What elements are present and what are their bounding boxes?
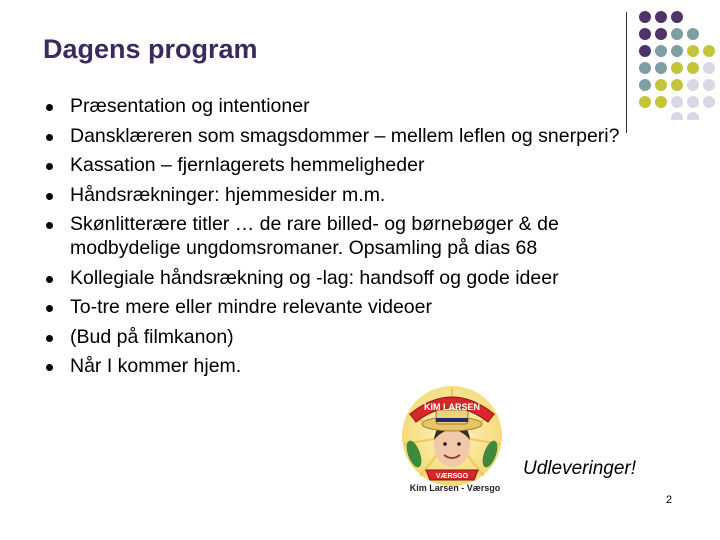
agenda-item [46,212,626,260]
grid-dot [655,79,667,91]
slide-page-number: 2 [666,494,673,506]
agenda-item-text: Kassation – fjernlagerets hemmeligheder [70,154,425,176]
agenda-item-text: (Bud på filmkanon) [70,325,234,348]
album-cover-caption: Kim Larsen - Værsgo [409,483,501,493]
poster-ribbon-text: VÆRSGO [435,473,469,480]
grid-dot [671,45,683,57]
slide-title: Dagens program [43,34,258,64]
grid-dot [655,11,667,23]
grid-dot [687,79,699,91]
bullet-dot [46,305,53,312]
grid-dot [639,62,651,74]
grid-dot [655,96,667,108]
grid-dot [703,62,715,74]
grid-dot [703,96,715,108]
grid-dot [639,79,651,91]
grid-dot [671,79,683,91]
agenda-item [46,354,626,378]
grid-dot [639,11,651,23]
grid-dot [671,96,683,108]
agenda-item [46,325,626,349]
grid-dot [687,112,699,120]
grid-dot [655,62,667,74]
grid-dot [687,96,699,108]
agenda-item-text: To-tre mere eller mindre relevante videoer [70,296,432,318]
agenda-item-text: Præsentation og intentioner [70,95,310,117]
grid-dot [639,96,651,108]
bullet-dot [46,104,53,111]
bullet-dot [46,222,53,229]
poster-title-text: KIM LARSEN [424,402,480,412]
agenda-item-text: Når I kommer hjem. [70,355,242,377]
bullet-dot [46,276,53,283]
decorative-dot-grid [638,10,720,120]
grid-dot [687,45,699,57]
agenda-item-text: Skønlitterære titler … de rare billed- og børnebøger & de modbydelige ungdomsromaner. Opsamling på dias 68 [70,213,559,259]
agenda-item [46,124,626,148]
grid-dot [687,28,699,40]
bullet-dot [46,193,53,200]
bullet-dot [46,335,53,342]
agenda-list [46,94,626,384]
agenda-item-text: Dansklæreren som smagsdommer – mellem leflen og snerperi? [70,124,620,147]
agenda-item [46,183,626,207]
vertical-divider [626,12,627,133]
agenda-item-text: Håndsrækninger: hjemmesider m.m. [70,183,386,206]
agenda-item-text: Kollegiale håndsrækning og -lag: handsoff og gode ideer [70,266,559,289]
agenda-item [46,295,626,319]
grid-dot [671,112,683,120]
agenda-item [46,94,626,118]
grid-dot [655,45,667,57]
grid-dot [703,79,715,91]
bullet-dot [46,163,53,170]
agenda-item [46,153,626,177]
grid-dot [639,45,651,57]
grid-dot [671,28,683,40]
album-cover-image [396,384,508,496]
grid-dot [671,62,683,74]
agenda-item [46,266,626,290]
bullet-dot [46,134,53,141]
grid-dot [655,28,667,40]
grid-dot [639,28,651,40]
handouts-label: Udleveringer! [523,458,636,479]
grid-dot [703,45,715,57]
grid-dot [687,62,699,74]
bullet-dot [46,364,53,371]
grid-dot [671,11,683,23]
